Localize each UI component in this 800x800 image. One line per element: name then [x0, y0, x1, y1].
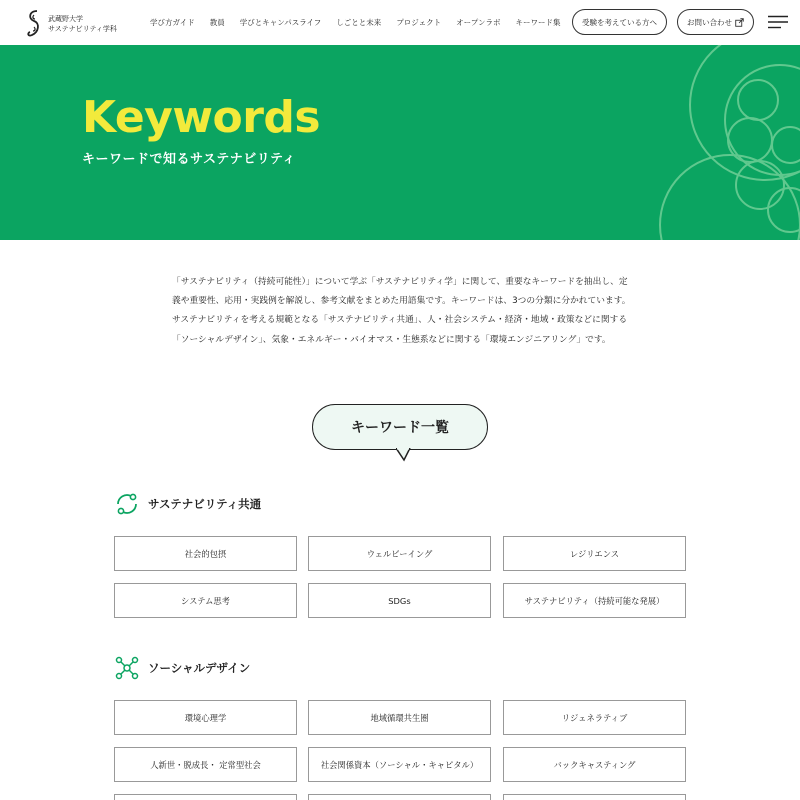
- category-title: サステナビリティ共通: [148, 497, 262, 511]
- logo-text: [48, 14, 117, 34]
- logo-university: 武蔵野大学: [48, 15, 83, 23]
- keyword-button[interactable]: [503, 700, 686, 735]
- logo-mark-icon: [24, 8, 44, 40]
- intro-paragraph: 「サステナビリティ（持続可能性）」について学ぶ「サステナビリティ学」に関して、重要なキーワードを抽出し、定義や重要性、応用・実践例を解説し、参考文献をまとめた用語集です。キーワードは、3つの分類に分かれています。サステナビリティを考える規範となる「サステナビリティ共通」、人・社会システム・経済・地域・政策などに関する「ソーシャルデザイン」、気象・エネルギー・バイオマス・生態系などに関する「環境エンジニアリング」です。: [172, 277, 631, 345]
- category-title: ソーシャルデザイン: [148, 661, 251, 675]
- contact-label: お問い合わせ: [687, 17, 732, 27]
- keyword-label: レジリエンス: [569, 548, 620, 559]
- keyword-label: 社会関係資本（ソーシャル・キャピタル）: [320, 759, 479, 770]
- keyword-button[interactable]: [308, 700, 491, 735]
- keyword-label: 地域循環共生圏: [370, 712, 429, 723]
- keyword-button[interactable]: [308, 747, 491, 782]
- nav-item-keywords[interactable]: キーワード集: [515, 18, 561, 27]
- category-heading-social-design: [114, 655, 250, 681]
- exam-applicants-button[interactable]: [572, 9, 667, 35]
- keyword-label: リジェネラティブ: [561, 712, 628, 723]
- contact-button[interactable]: [677, 9, 754, 35]
- nav-item-career[interactable]: しごとと未来: [336, 18, 382, 27]
- keyword-button[interactable]: [308, 583, 491, 618]
- hero-banner: [0, 45, 800, 240]
- network-icon: [114, 655, 140, 681]
- cycle-icon: [114, 491, 140, 517]
- keyword-button-partial[interactable]: [114, 794, 297, 800]
- keyword-button[interactable]: [114, 536, 297, 571]
- page-title: Keywords: [82, 92, 321, 143]
- keyword-button[interactable]: [114, 583, 297, 618]
- keyword-button[interactable]: [114, 700, 297, 735]
- decorative-circles-icon: [640, 45, 800, 240]
- keyword-list-heading: [312, 404, 488, 462]
- keyword-list-title: キーワード一覧: [351, 420, 449, 436]
- keyword-button[interactable]: [503, 536, 686, 571]
- exam-applicants-label: 受験を考えている方へ: [582, 17, 657, 27]
- site-logo[interactable]: [24, 8, 117, 40]
- keyword-label: システム思考: [181, 595, 230, 606]
- keyword-button-partial[interactable]: [308, 794, 491, 800]
- keyword-label: ウェルビーイング: [366, 548, 433, 559]
- nav-item-projects[interactable]: プロジェクト: [396, 18, 442, 27]
- nav-item-guide[interactable]: 学び方ガイド: [150, 18, 195, 27]
- keyword-button-partial[interactable]: [503, 794, 686, 800]
- keyword-button[interactable]: [503, 583, 686, 618]
- nav-item-campus-life[interactable]: 学びとキャンパスライフ: [239, 18, 322, 27]
- page-subtitle: キーワードで知るサステナビリティ: [82, 152, 296, 167]
- nav-item-open-lab[interactable]: オープンラボ: [456, 18, 501, 27]
- hamburger-icon[interactable]: [768, 15, 788, 29]
- category-heading-sustainability: [114, 491, 261, 517]
- logo-department: サステナビリティ学科: [48, 25, 117, 33]
- keyword-button[interactable]: [308, 536, 491, 571]
- nav-item-faculty[interactable]: 教員: [209, 18, 225, 27]
- external-link-icon: [735, 18, 744, 27]
- keyword-list-bubble: [312, 404, 488, 450]
- keyword-label: サステナビリティ（持続可能な発展）: [524, 595, 665, 606]
- keyword-button[interactable]: [114, 747, 297, 782]
- keyword-button[interactable]: [503, 747, 686, 782]
- speech-tail-icon: [396, 448, 412, 462]
- keyword-label: 社会的包摂: [184, 548, 227, 559]
- keyword-label: 環境心理学: [184, 712, 227, 723]
- keyword-label: SDGs: [388, 595, 411, 606]
- keyword-label: バックキャスティング: [553, 759, 636, 770]
- keyword-label: 人新世・脱成長・ 定常型社会: [150, 759, 261, 770]
- site-header: [0, 0, 800, 45]
- global-nav: [150, 17, 576, 28]
